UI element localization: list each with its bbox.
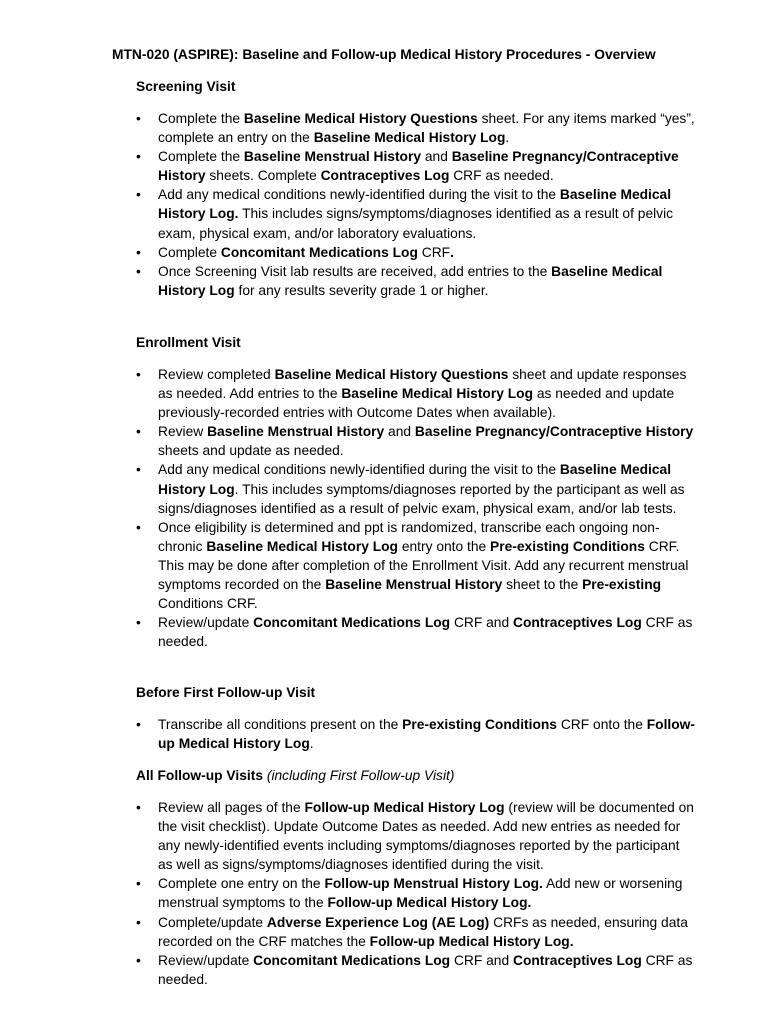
text-run: Review [158,424,208,440]
text-run: CRF [417,244,451,260]
section-heading-text: All Follow-up Visits [136,768,263,783]
section-heading [136,77,696,96]
list-item [136,460,696,517]
section-screening-visit [136,77,696,300]
section-all-follow-up-visits [136,766,696,989]
bold-text: Follow-up Medical History Log [158,717,696,752]
bold-text: Baseline Medical History Log [206,538,398,554]
bold-text: Baseline Medical History Log [158,263,663,298]
document-title: MTN-020 (ASPIRE): Baseline and Follow-up Medical History Procedures - Overview [112,47,656,62]
text-run: (review will be documented on the visit checklist). Update Outcome Dates as needed. Add new entries as needed for any newly-identified events including symptoms/diagnoses reported by the participant as well as signs/symptoms/diagnoses identified during the visit. [158,800,694,873]
bold-text: Baseline Menstrual History [243,149,422,165]
bold-text: Baseline Menstrual History [207,424,385,440]
bold-text: Adverse Experience Log (AE Log) [266,914,490,930]
text-run: Complete/update [158,914,267,930]
text-run: sheets. Complete [205,168,321,184]
text-run: This includes signs/symptoms/diagnoses identified as a result of pelvic exam, physical exam, and/or laboratory evaluations. [158,206,674,241]
text-run: CRFs as needed, ensuring data recorded on the CRF matches the [158,914,688,949]
bold-text: Contraceptives Log [320,168,450,184]
section-heading-text: Enrollment Visit [136,335,241,350]
text-run: CRF as needed. [158,615,693,650]
list-item [136,874,696,912]
list-item [136,262,696,300]
bullet-list [136,798,696,989]
section-before-first-follow-up [136,683,696,753]
list-item [136,913,696,951]
bold-text: Concomitant Medications Log [220,244,418,260]
text-run: Complete the [158,149,244,165]
text-run: Add any medical conditions newly-identified during the visit to the [158,187,560,203]
bold-text: Concomitant Medications Log [253,952,451,968]
text-run: . [309,736,314,752]
text-run: Complete the [158,111,244,126]
section-heading-text: Before First Follow-up Visit [136,685,316,700]
bold-text: Baseline Medical History Questions [274,367,509,382]
bold-text: Contraceptives Log [512,952,642,968]
bullet-list [136,109,696,300]
text-run: sheet to the [502,577,583,593]
bullet-list [136,715,696,753]
text-run: Review all pages of the [158,800,305,815]
text-run: and [421,149,452,165]
text-run: CRF as needed. [158,952,693,987]
bold-text: Follow-up Medical History Log. [327,895,532,911]
text-run: CRF and [450,952,513,968]
text-run: Conditions CRF. [158,596,258,612]
bold-text: Contraceptives Log [512,615,642,631]
text-run: Once Screening Visit lab results are received, add entries to the [158,263,552,279]
bold-text: Follow-up Medical History Log. [369,933,574,949]
section-heading [136,766,696,785]
text-run: as needed and update previously-recorded entries with Outcome Dates when available). [158,386,675,421]
bold-text: Baseline Medical History Log [341,386,534,402]
list-item [136,147,696,185]
bold-text: Pre-existing [582,577,662,593]
text-run: sheet. For any items marked “yes”, complete an entry on the [158,111,695,146]
text-run: and [384,424,415,440]
bold-text: . [450,244,454,260]
list-item [136,243,696,262]
text-run: Complete [158,244,221,260]
list-item [136,518,696,613]
bold-text: Baseline Pregnancy/Contraceptive History [158,149,679,184]
text-run: CRF. This may be done after completion of the Enrollment Visit. Add any recurrent menstrual symptoms recorded on the [158,538,689,593]
bold-text: Follow-up Menstrual History Log. [324,876,543,892]
text-run: Review/update [158,615,254,631]
text-run: Add any medical conditions newly-identified during the visit to the [158,462,560,478]
section-heading-text: Screening Visit [136,79,236,94]
list-item [136,109,696,147]
list-item [136,715,696,753]
list-item [136,185,696,242]
bold-text: Pre-existing Conditions [490,538,645,554]
bold-text: Baseline Pregnancy/Contraceptive History [414,424,694,440]
text-run: Review/update [158,952,254,968]
bold-text: Baseline Medical History Log. [158,187,672,222]
list-item [136,422,696,460]
bold-text: Baseline Medical History Questions [243,111,478,126]
text-run: Complete one entry on the [158,876,325,892]
bold-text: Follow-up Medical History Log [304,800,505,815]
text-run: . [505,130,510,146]
section-heading-note: (including First Follow-up Visit) [266,768,455,783]
list-item [136,613,696,651]
bold-text: Baseline Menstrual History [325,577,503,593]
text-run: CRF and [450,615,513,631]
text-run: for any results severity grade 1 or higher. [234,282,489,298]
section-enrollment-visit [136,333,696,651]
bold-text: Baseline Medical History Log [313,130,506,146]
list-item [136,951,696,989]
section-heading [136,683,696,702]
text-run: sheets and update as needed. [158,443,344,459]
text-run: CRF onto the [557,717,647,732]
bold-text: Pre-existing Conditions [402,717,557,732]
bullet-list [136,365,696,651]
section-heading [136,333,696,352]
list-item [136,365,696,422]
list-item [136,798,696,874]
text-run: Review completed [158,367,275,382]
text-run: CRF as needed. [449,168,554,184]
text-run: Transcribe all conditions present on the [158,717,403,732]
text-run: . This includes symptoms/diagnoses reported by the participant as well as signs/diagnoses identified as a result of pelvic exam, physical exam, and/or lab tests. [158,481,685,516]
text-run: Add new or worsening menstrual symptoms to the [158,876,683,911]
text-run: Once eligibility is determined and ppt is randomized, transcribe each ongoing non-chronic [158,519,660,554]
bold-text: Baseline Medical History Log [158,462,672,497]
bold-text: Concomitant Medications Log [253,615,451,631]
text-run: sheet and update responses as needed. Add entries to the [158,367,687,402]
text-run: entry onto the [398,538,491,554]
